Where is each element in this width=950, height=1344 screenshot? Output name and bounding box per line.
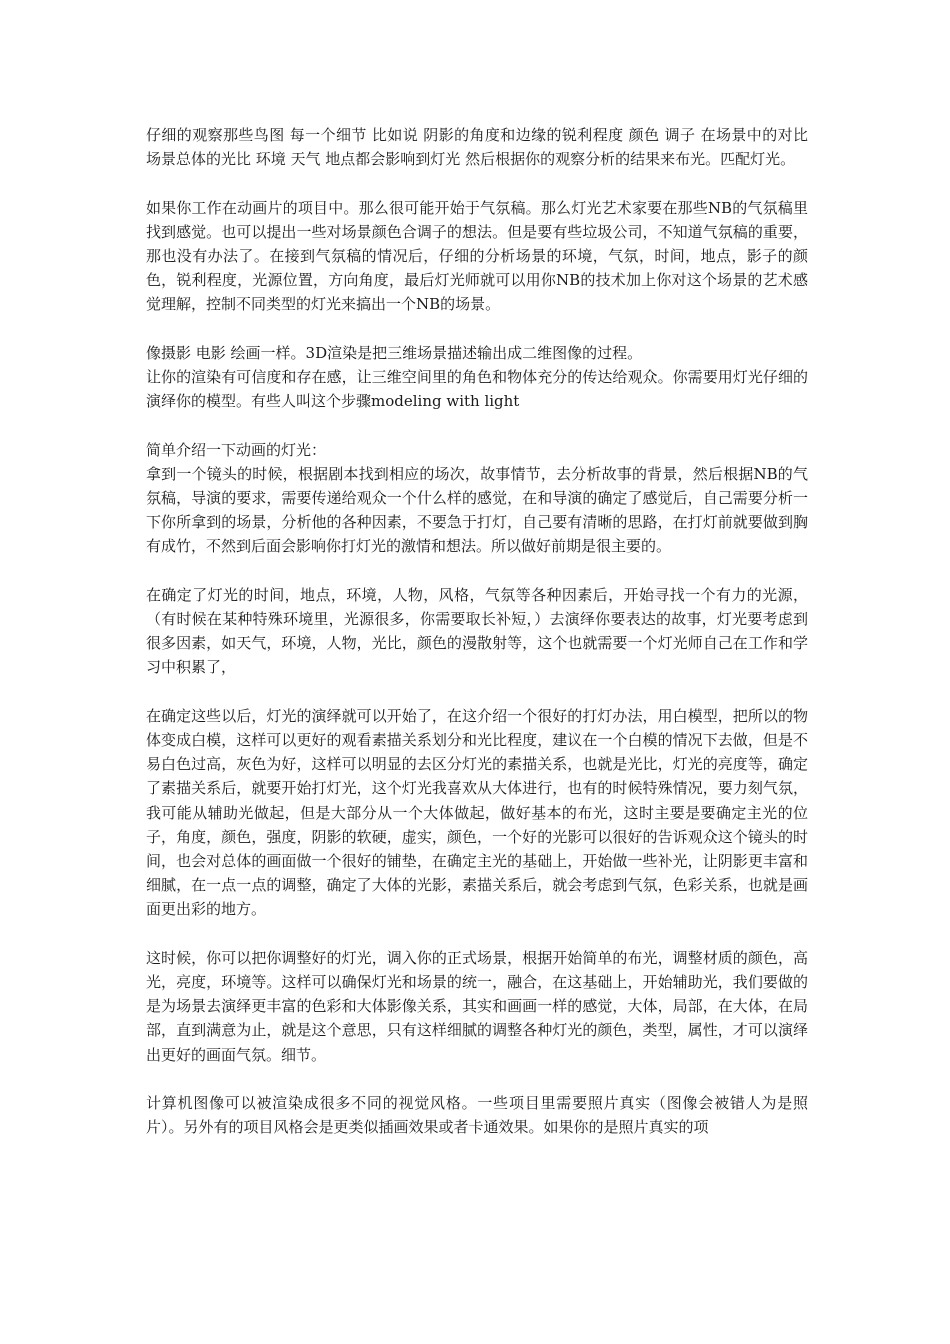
paragraph-final-scene-adjustment: 这时候，你可以把你调整好的灯光，调入你的正式场景，根据开始简单的布光，调整材质的颜色，高光，亮度，环境等。这样可以确保灯光和场景的统一，融合，在这基础上，开始辅助光，我们要做的是为场景去演绎更丰富的色彩和大体影像关系，其实和画画一样的感觉，大体，局部，在大体，在局部，直到满意为止，就是这个意思，只有这样细腻的调整各种灯光的颜色，类型，属性，才可以演绎出更好的画面气氛。细节。 — [146, 948, 808, 1064]
paragraph-shot-analysis: 拿到一个镜头的时候，根据剧本找到相应的场次，故事情节，去分析故事的背景，然后根据NB的气氛稿，导演的要求，需要传递给观众一个什么样的感觉，在和导演的确定了感觉后，自己需要分析一下你所拿到的场景，分析他的各种因素，不要急于打灯，自己要有清晰的思路，在打灯前就要做到胸有成竹，不然到后面会影响你打灯光的激情和想法。所以做好前期是很主要的。 — [146, 464, 808, 556]
paragraph-modeling-with-light: 让你的渲染有可信度和存在感，让三维空间里的角色和物体充分的传达给观众。你需要用灯光仔细的演绎你的模型。有些人叫这个步骤modeling with light — [146, 368, 808, 411]
paragraph-3d-rendering: 像摄影 电影 绘画一样。3D渲染是把三维场景描述输出成二维图像的过程。 — [146, 343, 643, 362]
paragraph-light-source: 在确定了灯光的时间，地点，环境，人物，风格，气氛等各种因素后，开始寻找一个有力的光源，（有时候在某种特殊环境里，光源很多，你需要取长补短，）去演绎你要表达的故事，灯光要考虑到很多因素，如天气，环境，人物，光比，颜色的漫散射等，这个也就需要一个灯光师自己在工作和学习中积累了， — [146, 585, 808, 677]
document-page — [146, 123, 808, 1164]
section-heading-animation-lighting: 简单介绍一下动画的灯光： — [146, 440, 327, 459]
paragraph-animation-mood-boards: 如果你工作在动画片的项目中。那么很可能开始于气氛稿。那么灯光艺术家要在那些NB的气氛稿里找到感觉。也可以提出一些对场景颜色合调子的想法。但是要有些垃圾公司，不知道气氛稿的重要，那也没有办法了。在接到气氛稿的情况后，仔细的分析场景的环境，气氛，时间，地点，影子的颜色，锐利程度，光源位置，方向角度，最后灯光师就可以用你NB的技术加上你对这个场景的艺术感觉理解，控制不同类型的灯光来搞出一个NB的场景。 — [146, 198, 808, 314]
paragraph-bird-observation: 仔细的观察那些鸟图 每一个细节 比如说 阴影的角度和边缘的锐利程度 颜色 调子 在场景中的对比 场景总体的光比 环境 天气 地点都会影响到灯光 然后根据你的观察分析的结果来布光。匹配灯光。 — [146, 126, 808, 169]
paragraph-white-model-method: 在确定这些以后，灯光的演绎就可以开始了，在这介绍一个很好的打灯办法，用白模型，把所以的物体变成白模，这样可以更好的观看素描关系划分和光比程度，建议在一个白模的情况下去做，但是不易白色过高，灰色为好，这样可以明显的去区分灯光的素描关系，也就是光比，灯光的亮度等，确定了素描关系后，就要开始打灯光，这个灯光我喜欢从大体进行，也有的时候特殊情况，要力刻气氛，我可能从辅助光做起，但是大部分从一个大体做起，做好基本的布光，这时主要是要确定主光的位子，角度，颜色，强度，阴影的软硬，虚实，颜色，一个好的光影可以很好的告诉观众这个镜头的时间，也会对总体的画面做一个很好的铺垫，在确定主光的基础上，开始做一些补光，让阴影更丰富和细腻，在一点一点的调整，确定了大体的光影，素描关系后，就会考虑到气氛，色彩关系，也就是画面更出彩的地方。 — [146, 706, 808, 919]
paragraph-visual-styles: 计算机图像可以被渲染成很多不同的视觉风格。一些项目里需要照片真实（图像会被错人为是照片）。另外有的项目风格会是更类似插画效果或者卡通效果。如果你的是照片真实的项 — [146, 1094, 808, 1137]
